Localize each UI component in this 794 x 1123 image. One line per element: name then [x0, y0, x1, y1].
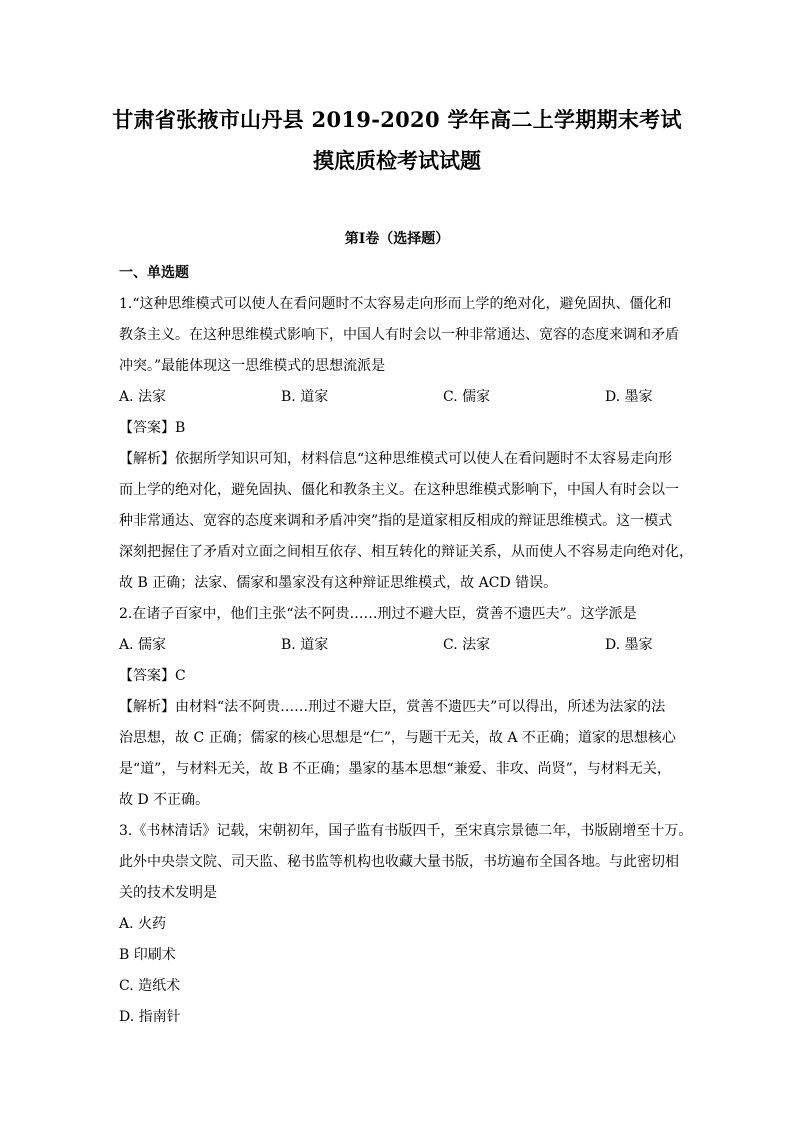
option-a: A. 法家: [119, 389, 167, 405]
question-stem-line: 此外中央崇文院、司天监、秘书监等机构也收藏大量书版，书坊遍布全国各地。与此密切相: [119, 854, 679, 870]
question-2: [119, 599, 679, 816]
analysis-line: 治思想，故 C 正确；儒家的核心思想是“仁”，与题干无关，故 A 不正确；道家的思想核心: [119, 730, 676, 746]
option-row: [119, 382, 679, 413]
question-stem-line: 关的技术发明是: [119, 885, 217, 901]
analysis-line: 是“道”，与材料无关，故 B 不正确；墨家的基本思想“兼爱、非攻、尚贤”，与材料无关，: [119, 761, 671, 777]
option-b: B 印刷术: [119, 947, 176, 963]
option-c: C. 儒家: [443, 389, 491, 405]
option-c: C. 造纸术: [119, 978, 181, 994]
document-title-line-1: 甘肃省张掖市山丹县 2019-2020 学年高二上学期期末考试: [112, 107, 682, 132]
option-c: C. 法家: [443, 637, 491, 653]
analysis-line: 【解析】由材料“法不阿贵……刑过不避大臣，赏善不遗匹夫”可以得出，所述为法家的法: [119, 699, 666, 715]
option-b: B. 道家: [281, 637, 329, 653]
option-row: [119, 630, 679, 661]
option-d: D. 指南针: [119, 1009, 181, 1025]
option-a: A. 儒家: [119, 637, 167, 653]
question-1: [119, 289, 693, 599]
analysis-line: 而上学的绝对化，避免固执、僵化和教条主义。在这种思维模式影响下，中国人有时会以一: [119, 482, 679, 498]
question-3: [119, 816, 693, 1033]
analysis-line: 种非常通达、宽容的态度来调和矛盾冲突”指的是道家相反相成的辩证思维模式。这一模式: [119, 513, 673, 529]
part-heading: 第Ⅰ卷（选择题）: [344, 231, 450, 247]
analysis-line: 【解析】依据所学知识可知，材料信息“这种思维模式可以使人在看问题时不太容易走向形: [119, 451, 673, 467]
option-d: D. 墨家: [605, 389, 653, 405]
section-heading: 一、单选题: [119, 265, 189, 281]
question-stem-line: 2.在诸子百家中，他们主张“法不阿贵……刑过不避大臣，赏善不遗匹夫”。这学派是: [119, 606, 637, 622]
document-title-line-2: 摸底质检考试试题: [313, 148, 481, 173]
question-stem-line: 教条主义。在这种思维模式影响下，中国人有时会以一种非常通达、宽容的态度来调和矛盾: [119, 327, 679, 343]
document-body: [119, 258, 693, 1033]
question-stem-line: 1.“这种思维模式可以使人在看问题时不太容易走向形而上学的绝对化，避免固执、僵化和: [119, 296, 672, 312]
answer: 【答案】B: [119, 420, 186, 436]
answer: 【答案】C: [119, 668, 186, 684]
question-stem-line: 冲突。”最能体现这一思维模式的思想流派是: [119, 358, 386, 374]
analysis-line: 故 D 不正确。: [119, 792, 210, 808]
option-d: D. 墨家: [605, 637, 653, 653]
analysis-line: 深刻把握住了矛盾对立面之间相互依存、相互转化的辩证关系，从而使人不容易走向绝对化，: [119, 544, 693, 560]
option-a: A. 火药: [119, 916, 167, 932]
question-stem-line: 3.《书林清话》记载，宋朝初年，国子监有书版四千，至宋真宗景德二年，书版剧增至十万。: [119, 823, 693, 839]
analysis-line: 故 B 正确；法家、儒家和墨家没有这种辩证思维模式，故 ACD 错误。: [119, 575, 558, 591]
option-b: B. 道家: [281, 389, 329, 405]
